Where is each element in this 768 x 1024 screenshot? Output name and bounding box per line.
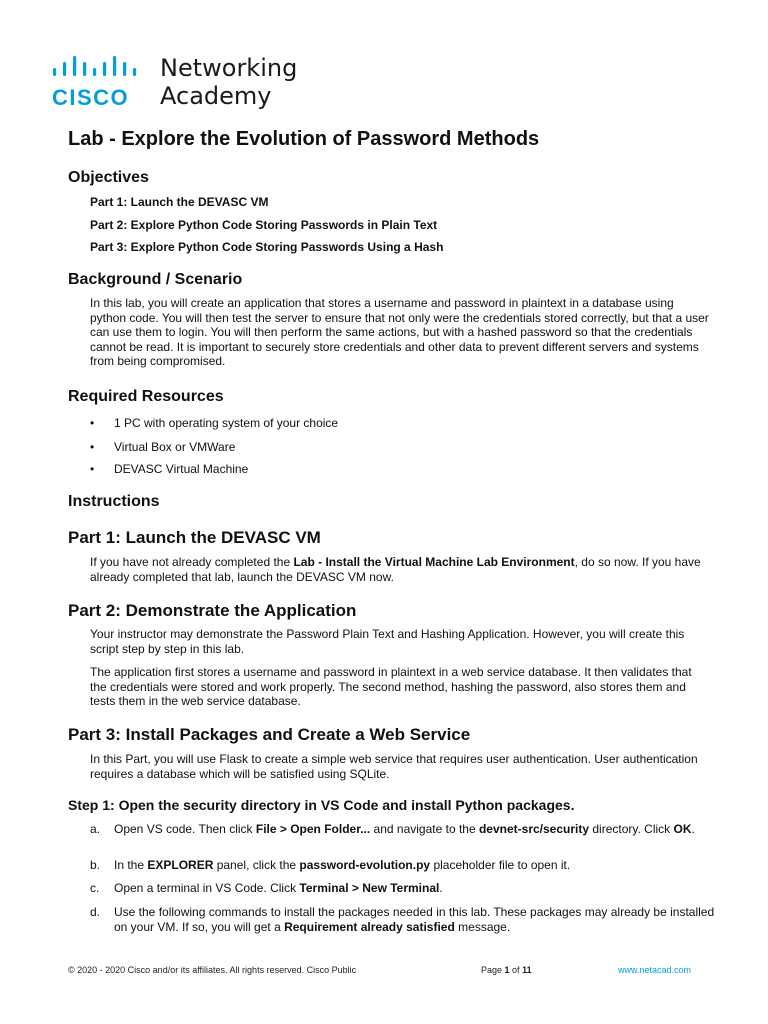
step1-heading: Step 1: Open the security directory in VS Code and install Python packages. bbox=[68, 797, 575, 813]
instructions-heading: Instructions bbox=[68, 493, 160, 510]
step1-item-c: c. Open a terminal in VS Code. Click Terminal > New Terminal. bbox=[90, 881, 443, 895]
footer-url-link[interactable]: www.netacad.com bbox=[618, 965, 692, 975]
brand-networking: Networking bbox=[160, 54, 298, 82]
bullet-icon: • bbox=[90, 440, 95, 454]
objective-item: Part 2: Explore Python Code Storing Passwords in Plain Text bbox=[90, 218, 438, 232]
resource-item: • Virtual Box or VMWare bbox=[90, 440, 236, 454]
footer-copyright: © 2020 - 2020 Cisco and/or its affiliates. All rights reserved. Cisco Public bbox=[68, 965, 357, 975]
step1-item-d: d. Use the following commands to install the packages needed in this lab. These packages may already be installed on your VM. If so, you will get a Requirement already satisfied message. bbox=[90, 905, 715, 934]
background-heading: Background / Scenario bbox=[68, 271, 243, 288]
resource-item: • DEVASC Virtual Machine bbox=[90, 462, 249, 476]
bullet-icon: • bbox=[90, 462, 95, 476]
step1-item-a: a. Open VS code. Then click File > Open Folder... and navigate to the devnet-src/security directory. Click OK. bbox=[90, 822, 695, 836]
part2-para-2: The application first stores a username and password in plaintext in a web service database. It then validates that the credentials were stored and work properly. The second method, hashing the password, also stores them and tests them in the web service database. bbox=[90, 665, 692, 708]
cisco-bars-icon bbox=[52, 54, 148, 82]
part1-heading: Part 1: Launch the DEVASC VM bbox=[68, 528, 321, 547]
cisco-networking-academy-logo bbox=[52, 54, 312, 114]
cisco-wordmark: CISCO bbox=[52, 85, 130, 110]
objective-item: Part 3: Explore Python Code Storing Passwords Using a Hash bbox=[90, 240, 444, 254]
objective-item: Part 1: Launch the DEVASC VM bbox=[90, 195, 269, 209]
step1-item-b: b. In the EXPLORER panel, click the password-evolution.py placeholder file to open it. bbox=[90, 858, 571, 872]
resource-item: • 1 PC with operating system of your choice bbox=[90, 416, 339, 430]
part1-text: If you have not already completed the Lab - Install the Virtual Machine Lab Environment, do so now. If you have already completed that lab, launch the DEVASC VM now. bbox=[90, 555, 701, 584]
brand-academy: Academy bbox=[160, 82, 272, 110]
resources-heading: Required Resources bbox=[68, 388, 224, 405]
objectives-heading: Objectives bbox=[68, 169, 149, 186]
bullet-icon: • bbox=[90, 416, 95, 430]
part2-heading: Part 2: Demonstrate the Application bbox=[68, 601, 357, 620]
part3-para-1: In this Part, you will use Flask to create a simple web service that requires user authentication. User authentication requires a database which will be satisfied using SQLite. bbox=[90, 752, 698, 781]
document-title: Lab - Explore the Evolution of Password Methods bbox=[68, 128, 540, 150]
background-text: In this lab, you will create an application that stores a username and password in plaintext in a database using python code. You will then test the server to ensure that not only were the credentials stored correctly, but that a user can use them to login. You will then perform the same actions, but with a hashed password so that the credentials cannot be read. It is important to securely store credentials and other data to prevent different servers and systems from being compromised. bbox=[90, 296, 709, 368]
part2-para-1: Your instructor may demonstrate the Password Plain Text and Hashing Application. However, you will create this script step by step in this lab. bbox=[90, 627, 685, 656]
footer-page-number: Page 1 of 11 bbox=[481, 965, 532, 975]
part3-heading: Part 3: Install Packages and Create a Web Service bbox=[68, 725, 471, 744]
